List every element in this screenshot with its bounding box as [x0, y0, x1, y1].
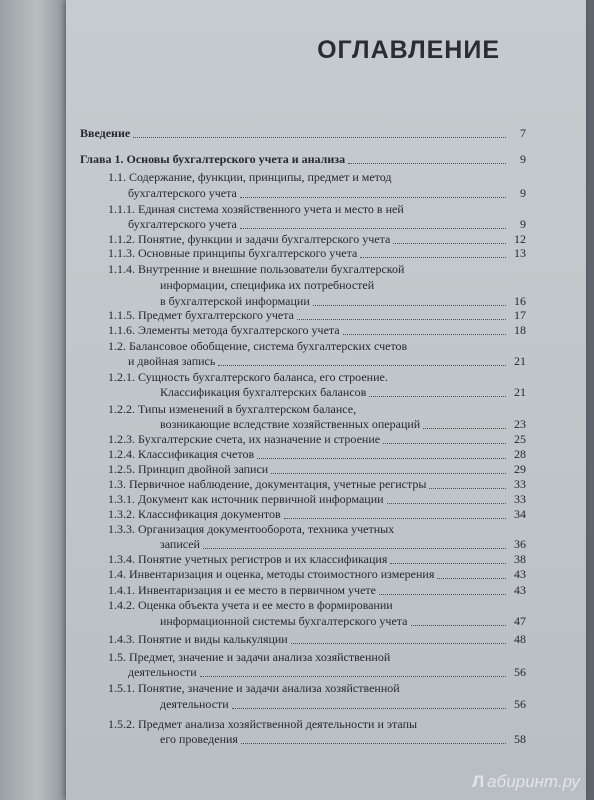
toc-entry-title: деятельности: [160, 697, 229, 711]
toc-dot-leader: [271, 473, 506, 474]
toc-page-number: 33: [514, 492, 526, 506]
toc-entry-title: информационной системы бухгалтерского учета: [160, 614, 408, 628]
toc-entry-title: 1.1.5. Предмет бухгалтерского учета: [108, 308, 294, 322]
toc-entry: [66, 186, 586, 202]
toc-page-number: 36: [514, 537, 526, 551]
toc-page-number: 48: [514, 632, 526, 646]
toc-dot-leader: [232, 708, 506, 709]
toc-entry-title: Введение: [80, 126, 131, 140]
watermark: [472, 772, 580, 792]
toc-dot-leader: [411, 625, 506, 626]
toc-dot-leader: [393, 243, 506, 244]
adjacent-page-strip: [0, 0, 68, 800]
toc-entry-title: 1.1. Содержание, функции, принципы, предмет и метод: [108, 170, 392, 184]
toc-page-number: 16: [514, 294, 526, 308]
toc-entry: [66, 217, 586, 233]
toc-dot-leader: [423, 428, 506, 429]
toc-dot-leader: [313, 305, 506, 306]
toc-entry: [66, 246, 586, 262]
toc-entry-title: 1.1.6. Элементы метода бухгалтерского учета: [108, 323, 340, 337]
toc-entry: [66, 432, 586, 448]
toc-entry: [66, 385, 586, 401]
toc-entry-title: 1.2. Балансовое обобщение, система бухгалтерских счетов: [108, 339, 408, 353]
toc-dot-leader: [343, 334, 506, 335]
toc-entry-title: 1.2.2. Типы изменений в бухгалтерском балансе,: [108, 402, 357, 416]
toc-entry-title: бухгалтерского учета: [128, 217, 237, 231]
toc-page-number: 23: [514, 417, 526, 431]
toc-entry: [66, 492, 586, 508]
toc-entry-title: информации, специфика их потребностей: [160, 278, 375, 292]
toc-dot-leader: [291, 643, 506, 644]
toc-page-number: 33: [514, 477, 526, 491]
toc-entry-title: 1.4.2. Оценка объекта учета и ее место в формировании: [108, 598, 393, 612]
toc-entry-title: 1.5.1. Понятие, значение и задачи анализа хозяйственной: [108, 681, 400, 695]
toc-dot-leader: [218, 365, 506, 366]
toc-entry: [66, 308, 586, 324]
toc-entry: [66, 681, 586, 697]
toc-entry: [66, 278, 586, 294]
toc-page-number: 38: [514, 552, 526, 566]
toc-entry: [66, 170, 586, 186]
toc-entry: [66, 417, 586, 433]
toc-page-number: 7: [520, 126, 526, 140]
toc-entry: [66, 537, 586, 553]
toc-entry: [66, 552, 586, 568]
toc-entry-title: 1.4.3. Понятие и виды калькуляции: [108, 632, 288, 646]
toc-page-number: 29: [514, 462, 526, 476]
watermark-logo-icon: Л: [472, 772, 485, 791]
toc-entry-title: 1.1.1. Единая система хозяйственного учета и место в ней: [108, 202, 404, 216]
book-page: [66, 0, 586, 800]
toc-dot-leader: [390, 563, 506, 564]
toc-entry-title: и двойная запись: [128, 354, 216, 368]
toc-entry-title: 1.3.2. Классификация документов: [108, 507, 281, 521]
toc-dot-leader: [200, 676, 506, 677]
toc-entry-title: 1.2.1. Сущность бухгалтерского баланса, его строение.: [108, 370, 388, 384]
toc-entry: [66, 402, 586, 418]
toc-entry: [66, 152, 586, 168]
toc-page-number: 18: [514, 323, 526, 337]
toc-dot-leader: [284, 518, 506, 519]
toc-dot-leader: [240, 197, 506, 198]
toc-dot-leader: [297, 319, 506, 320]
toc-page-number: 34: [514, 507, 526, 521]
toc-dot-leader: [348, 163, 506, 164]
toc-dot-leader: [133, 137, 506, 138]
toc-entry: [66, 717, 586, 733]
toc-entry: [66, 126, 586, 142]
toc-entry: [66, 697, 586, 713]
toc-entry: [66, 665, 586, 681]
toc-dot-leader: [437, 578, 506, 579]
toc-page-number: 47: [514, 614, 526, 628]
toc-page-number: 56: [514, 665, 526, 679]
toc-entry-title: 1.4.1. Инвентаризация и ее место в первичном учете: [108, 583, 376, 597]
toc-page-number: 43: [514, 567, 526, 581]
toc-entry: [66, 583, 586, 599]
toc-page-number: 56: [514, 697, 526, 711]
toc-page-number: 58: [514, 732, 526, 746]
toc-page-number: 21: [514, 354, 526, 368]
toc-page-number: 21: [514, 385, 526, 399]
toc-entry-title: бухгалтерского учета: [128, 186, 237, 200]
toc-entry-title: возникающие вследствие хозяйственных операций: [160, 417, 421, 431]
toc-entry: [66, 323, 586, 339]
toc-entry: [66, 650, 586, 666]
toc-entry-title: 1.4. Инвентаризация и оценка, методы стоимостного измерения: [108, 567, 435, 581]
toc-entry-title: 1.3.3. Организация документооборота, техника учетных: [108, 522, 395, 536]
toc-page-number: 12: [514, 232, 526, 246]
toc-entry-title: записей: [160, 537, 200, 551]
toc-dot-leader: [241, 743, 506, 744]
toc-entry-title: 1.1.3. Основные принципы бухгалтерского учета: [108, 246, 358, 260]
toc-entry-title: 1.2.3. Бухгалтерские счета, их назначение и строение: [108, 432, 381, 446]
toc-page-number: 28: [514, 447, 526, 461]
toc-page-number: 13: [514, 246, 526, 260]
toc-page-number: 9: [520, 186, 526, 200]
toc-entry-title: 1.3. Первичное наблюдение, документация, учетные регистры: [108, 477, 427, 491]
toc-dot-leader: [387, 503, 506, 504]
toc-dot-leader: [369, 396, 506, 397]
toc-entry-title: Глава 1. Основы бухгалтерского учета и анализа: [80, 152, 346, 166]
toc-entry: [66, 262, 586, 278]
toc-entry: [66, 567, 586, 583]
toc-entry-title: 1.2.5. Принцип двойной записи: [108, 462, 269, 476]
toc-dot-leader: [203, 548, 506, 549]
toc-entry: [66, 354, 586, 370]
toc-entry: [66, 632, 586, 648]
toc-entry-title: 1.3.4. Понятие учетных регистров и их классификация: [108, 552, 388, 566]
toc-entry: [66, 462, 586, 478]
toc-entry: [66, 507, 586, 523]
toc-entry-title: деятельности: [128, 665, 197, 679]
toc-entry: [66, 370, 586, 386]
toc-dot-leader: [360, 257, 506, 258]
toc-page-number: 9: [520, 217, 526, 231]
page-title: ОГЛАВЛЕНИЕ: [317, 36, 500, 64]
toc-page-number: 9: [520, 152, 526, 166]
toc-entry-title: 1.2.4. Классификация счетов: [108, 447, 255, 461]
toc-entry-title: 1.1.2. Понятие, функции и задачи бухгалтерского учета: [108, 232, 391, 246]
toc-entry-title: 1.5. Предмет, значение и задачи анализа хозяйственной: [108, 650, 391, 664]
toc-entry: [66, 477, 586, 493]
toc-entry: [66, 339, 586, 355]
toc-entry: [66, 522, 586, 538]
toc-dot-leader: [429, 488, 506, 489]
toc-entry: [66, 732, 586, 748]
toc-page-number: 25: [514, 432, 526, 446]
toc-entry-title: 1.1.4. Внутренние и внешние пользователи бухгалтерской: [108, 262, 405, 276]
toc-entry-title: Классификация бухгалтерских балансов: [160, 385, 367, 399]
toc-entry-title: его проведения: [160, 732, 238, 746]
toc-dot-leader: [383, 443, 506, 444]
toc-entry: [66, 447, 586, 463]
watermark-text: абиринт.ру: [487, 772, 580, 791]
toc-dot-leader: [379, 594, 506, 595]
toc-dot-leader: [257, 458, 506, 459]
toc-entry-title: 1.3.1. Документ как источник первичной информации: [108, 492, 384, 506]
toc-entry-title: в бухгалтерской информации: [160, 294, 310, 308]
toc-page-number: 43: [514, 583, 526, 597]
toc-entry: [66, 598, 586, 614]
toc-entry: [66, 614, 586, 630]
toc-entry-title: 1.5.2. Предмет анализа хозяйственной деятельности и этапы: [108, 717, 418, 731]
toc-entry: [66, 202, 586, 218]
toc-dot-leader: [240, 228, 506, 229]
toc-page-number: 17: [514, 308, 526, 322]
